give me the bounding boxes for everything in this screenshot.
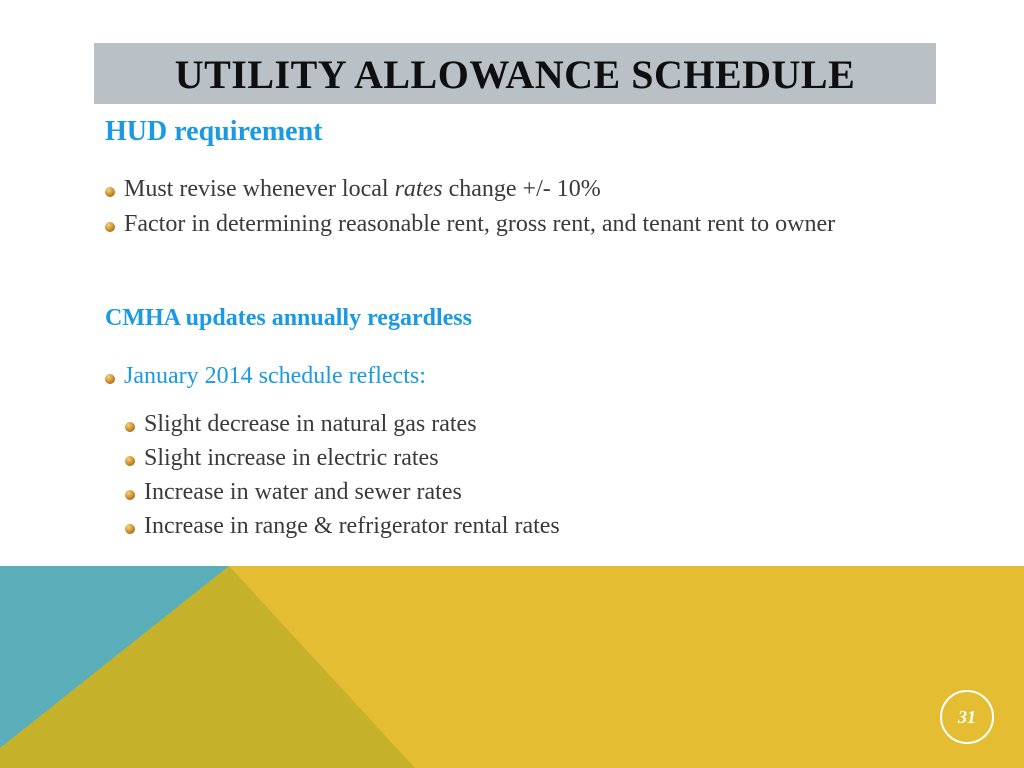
bullet-text-3: January 2014 schedule reflects: (124, 363, 426, 389)
sub-bullet-text: Slight increase in electric rates (144, 445, 439, 471)
sub-bullet-text: Slight decrease in natural gas rates (144, 411, 477, 437)
slide-title: UTILITY ALLOWANCE SCHEDULE (174, 52, 856, 97)
bullet-text-2: Factor in determining reasonable rent, gross rent, and tenant rent to owner (124, 211, 836, 237)
bullet-text-1: Must revise whenever local rates change +/- 10% (124, 176, 601, 202)
sub-bullet-text: Increase in water and sewer rates (144, 479, 462, 505)
sub-bullet-text: Increase in range & refrigerator rental rates (144, 513, 560, 539)
page-number: 31 (940, 690, 994, 744)
cmha-updates-heading: CMHA updates annually regardless (105, 305, 472, 331)
hud-requirement-heading: HUD requirement (105, 116, 323, 147)
